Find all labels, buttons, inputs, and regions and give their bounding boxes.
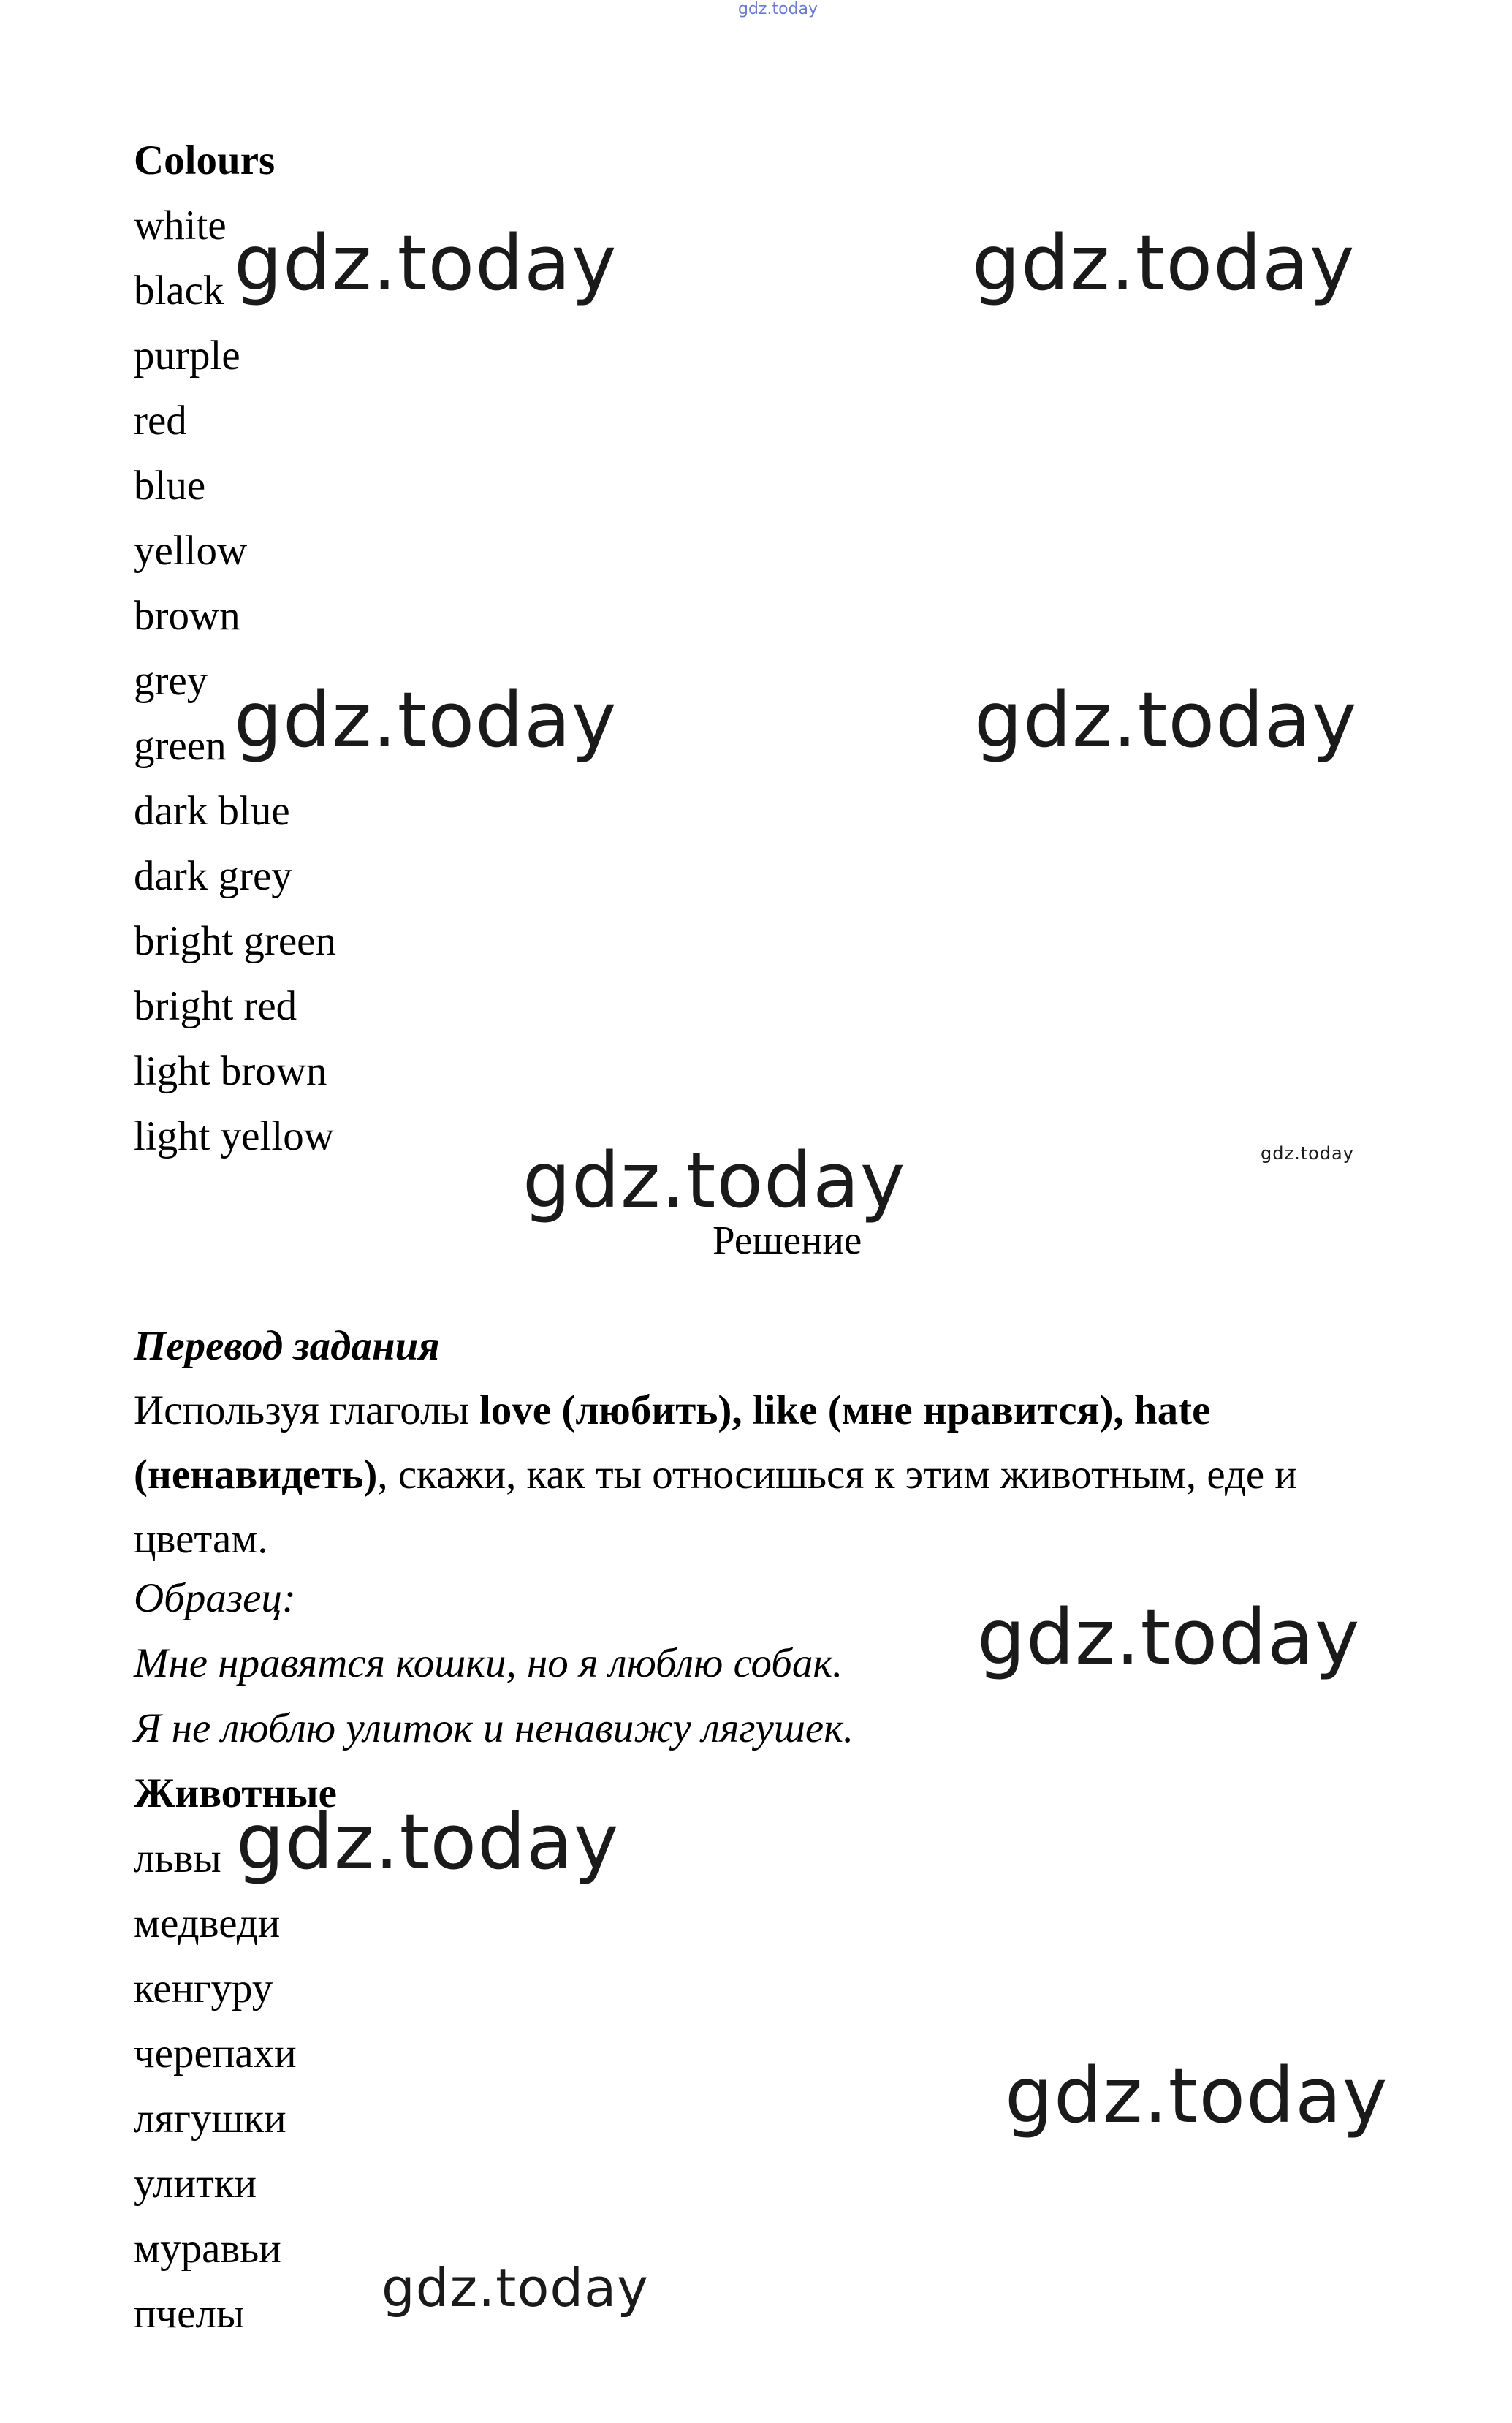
- task-text: Используя глаголы: [134, 1387, 479, 1433]
- watermark: gdz.today: [236, 1797, 620, 1887]
- watermark: gdz.today: [381, 2257, 649, 2318]
- colour-item: white: [134, 202, 227, 249]
- task-verb-hate: (ненавидеть): [134, 1452, 378, 1498]
- watermark: gdz.today: [972, 219, 1356, 308]
- watermark: gdz.today: [1005, 2051, 1388, 2140]
- colour-item: grey: [134, 658, 208, 704]
- colour-item: purple: [134, 333, 240, 379]
- colour-item: dark blue: [134, 788, 290, 834]
- example-line: Я не люблю улиток и ненавижу лягушек.: [134, 1705, 854, 1751]
- watermark: gdz.today: [523, 1136, 906, 1225]
- colour-item: light yellow: [134, 1113, 334, 1159]
- translation-heading: Перевод задания: [134, 1323, 440, 1369]
- task-line-1: [134, 1379, 1391, 1443]
- colour-item: light brown: [134, 1048, 327, 1094]
- animals-heading: Животные: [134, 1770, 337, 1816]
- task-line-2: [134, 1443, 1391, 1507]
- watermark: gdz.today: [234, 675, 618, 765]
- colour-item: red: [134, 398, 187, 444]
- animal-item: пчелы: [134, 2291, 245, 2337]
- example-label: Образец:: [134, 1575, 296, 1621]
- animal-item: лягушки: [134, 2096, 286, 2142]
- watermark: gdz.today: [234, 219, 618, 308]
- task-text: , скажи, как ты относишься к этим животным, еде и: [377, 1452, 1297, 1498]
- animal-item: улитки: [134, 2161, 257, 2207]
- animal-item: львы: [134, 1835, 221, 1881]
- colour-item: green: [134, 723, 227, 769]
- animal-item: черепахи: [134, 2030, 297, 2077]
- colour-item: black: [134, 268, 224, 314]
- task-line-3: цветам.: [134, 1516, 268, 1562]
- colour-item: brown: [134, 593, 240, 639]
- colour-item: yellow: [134, 528, 248, 574]
- watermark: gdz.today: [977, 1593, 1361, 1682]
- solution-label: Решение: [713, 1218, 862, 1262]
- task-verbs: love (любить), like (мне нравится), hate: [479, 1387, 1211, 1433]
- animal-item: медведи: [134, 1900, 281, 1946]
- animal-item: муравьи: [134, 2226, 281, 2272]
- watermark: gdz.today: [974, 675, 1358, 765]
- example-line: Мне нравятся кошки, но я люблю собак.: [134, 1640, 843, 1686]
- colour-item: blue: [134, 463, 206, 509]
- colour-item: bright red: [134, 983, 297, 1029]
- colour-item: bright green: [134, 918, 336, 964]
- animal-item: кенгуру: [134, 1965, 273, 2011]
- colours-heading: Colours: [134, 137, 276, 183]
- top-watermark: gdz.today: [738, 0, 818, 18]
- task-paragraph: [134, 1379, 1391, 1571]
- colour-item: dark grey: [134, 853, 292, 899]
- watermark-small: gdz.today: [1261, 1143, 1354, 1164]
